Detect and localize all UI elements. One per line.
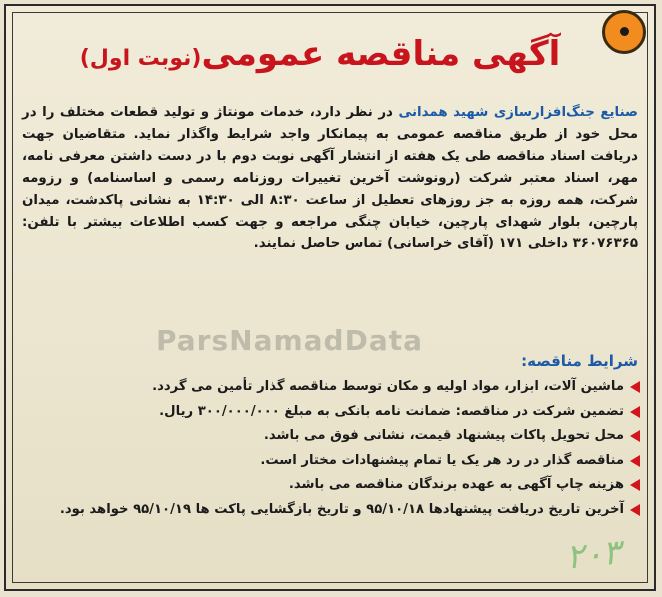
condition-item <box>22 499 640 521</box>
badge-dot-icon <box>620 27 629 36</box>
condition-item <box>22 425 640 447</box>
condition-text: تضمین شرکت در مناقصه: ضمانت نامه بانکی به مبلغ ۳۰۰/۰۰۰/۰۰۰ ریال. <box>159 403 624 419</box>
conditions-heading: شرایط مناقصه: <box>521 352 638 370</box>
conditions-list <box>22 376 640 523</box>
organization-name: صنایع جنگ‌افزارسازی شهید همدانی <box>398 105 638 120</box>
watermark-text: ParsNamadData <box>156 324 423 357</box>
handwritten-note: ۲۰۳ <box>564 532 623 578</box>
condition-text: آخرین تاریخ دریافت پیشنهادها ۹۵/۱۰/۱۸ و تاریخ بازگشایی پاکت ها ۹۵/۱۰/۱۹ خواهد بود. <box>59 501 624 517</box>
triangle-bullet-icon <box>630 430 640 442</box>
ad-title-main: آگهی مناقصه عمومی <box>201 34 561 74</box>
ad-title-sub: (نوبت اول) <box>79 46 202 71</box>
ad-title <box>46 36 594 73</box>
triangle-bullet-icon <box>630 455 640 467</box>
ad-body <box>22 102 638 255</box>
condition-text: ماشین آلات، ابزار، مواد اولیه و مکان توسط مناقصه گذار تأمین می گردد. <box>152 379 624 394</box>
condition-text: هزینه چاپ آگهی به عهده برندگان مناقصه می باشد. <box>288 477 624 492</box>
triangle-bullet-icon <box>630 381 640 393</box>
triangle-bullet-icon <box>630 479 640 491</box>
condition-item <box>22 474 640 496</box>
triangle-bullet-icon <box>630 406 640 418</box>
condition-text: مناقصه گذار در رد هر یک یا تمام پیشنهادات مختار است. <box>260 452 624 468</box>
condition-item <box>22 401 640 423</box>
condition-item <box>22 376 640 398</box>
advertisement-clipping <box>4 4 656 591</box>
ad-body-text: در نظر دارد، خدمات مونتاژ و تولید قطعات مختلف را در محل خود از طریق مناقصه عمومی به پیمانکار واجد شرایط واگذار نماید. متقاضیان جهت دریافت اسناد مناقصه طی یک هفته از انتشار آگهی نوبت دوم با در دست داشتن معرفی نامه، مهر، اسناد معتبر شرکت (رونوشت آخرین تغییرات روزنامه رسمی و اساسنامه) و رزومه شرکت، همه روزه به جز روزهای تعطیل از ساعت ۸:۳۰ الی ۱۴:۳۰ به نشانی پاکدشت، میدان پارچین، بلوار شهدای پارچین، خیابان چنگی مراجعه و جهت کسب اطلاعات بیشتر با تلفن: ۳۶۰۷۶۳۶۵ داخلی ۱۷۱ (آقای خراسانی) تماس حاصل نمایند. <box>22 105 639 252</box>
condition-text: محل تحویل پاکات پیشنهاد قیمت، نشانی فوق می باشد. <box>263 428 624 443</box>
triangle-bullet-icon <box>630 504 640 516</box>
condition-item <box>22 450 640 472</box>
